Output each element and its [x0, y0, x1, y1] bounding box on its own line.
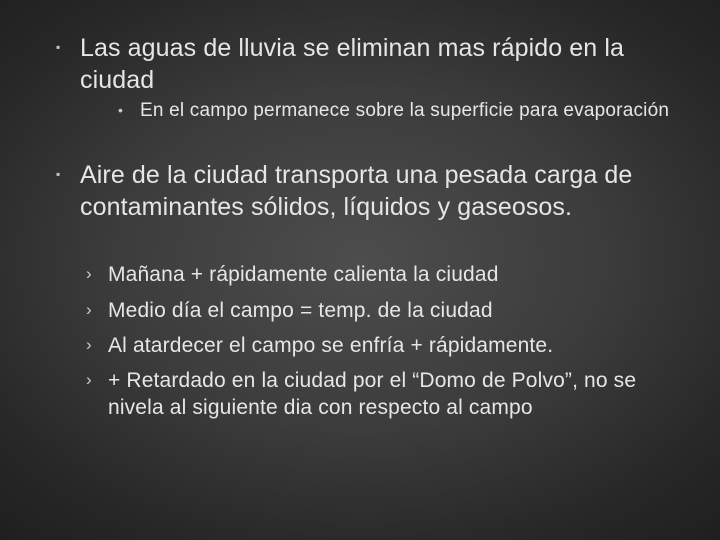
bullet-icon: ▪	[56, 40, 61, 54]
chevron-right-icon: ›	[86, 370, 92, 389]
bullet-item-rain	[56, 32, 666, 96]
arrow-item-text: + Retardado en la ciudad por el “Domo de Polvo”, no se nivela al siguiente dia con respecto al campo	[108, 369, 637, 419]
bullet-text: Aire de la ciudad transporta una pesada carga de contaminantes sólidos, líquidos y gaseosos.	[80, 161, 633, 221]
arrow-item-delay	[86, 368, 686, 421]
bullet-item-air	[56, 159, 666, 223]
chevron-right-icon: ›	[86, 264, 92, 283]
bullet-text: Las aguas de lluvia se eliminan mas rápido en la ciudad	[80, 34, 625, 94]
bullet-subitem-field	[118, 99, 678, 122]
arrow-item-text: Al atardecer el campo se enfría + rápidamente.	[108, 334, 554, 357]
arrow-item-text: Mañana + rápidamente calienta la ciudad	[108, 263, 499, 286]
bullet-icon: ▪	[56, 167, 61, 181]
chevron-right-icon: ›	[86, 335, 92, 354]
arrow-item-evening	[86, 333, 676, 360]
bullet-text: En el campo permanece sobre la superficie para evaporación	[140, 100, 670, 121]
arrow-item-noon	[86, 298, 676, 325]
arrow-item-morning	[86, 262, 676, 289]
chevron-right-icon: ›	[86, 300, 92, 319]
bullet-icon: •	[118, 102, 123, 118]
arrow-item-text: Medio día el campo = temp. de la ciudad	[108, 299, 493, 322]
